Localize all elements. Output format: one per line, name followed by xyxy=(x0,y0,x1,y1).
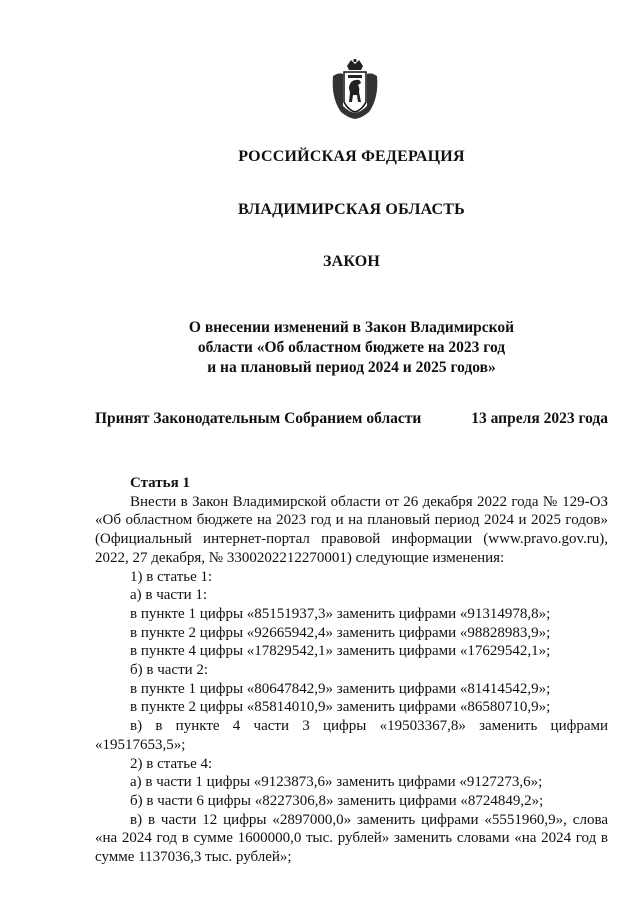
law-title xyxy=(95,318,608,378)
adoption-date: 13 апреля 2023 года xyxy=(471,410,608,427)
document-body xyxy=(95,474,608,867)
list-item: в пункте 1 цифры «80647842,9» заменить цифрами «81414542,9»; xyxy=(130,680,551,697)
country-heading: РОССИЙСКАЯ ФЕДЕРАЦИЯ xyxy=(238,148,465,165)
list-item: 2) в статье 4: xyxy=(130,755,213,772)
document-type-heading: ЗАКОН xyxy=(322,253,381,270)
article-heading: Статья 1 xyxy=(130,475,190,491)
region-heading: ВЛАДИМИРСКАЯ ОБЛАСТЬ xyxy=(238,201,465,218)
coat-of-arms-icon xyxy=(327,58,383,120)
list-item: в пункте 4 цифры «17829542,1» заменить цифрами «17629542,1»; xyxy=(130,643,551,660)
list-item: в пункте 2 цифры «85814010,9» заменить цифрами «86580710,9»; xyxy=(130,699,551,716)
law-title-line: области «Об областном бюджете на 2023 год xyxy=(197,339,506,356)
list-item: в пункте 1 цифры «85151937,3» заменить цифрами «91314978,8»; xyxy=(130,605,551,622)
list-item: в) в пункте 4 части 3 цифры «19503367,8» заменить цифрами «19517653,5»; xyxy=(95,718,608,753)
article-intro: Внести в Закон Владимирской области от 26 декабря 2022 года № 129-ОЗ «Об областном бюджете на 2023 год и на плановый период 2024 и 2025 годов» (Официальный интернет-портал правовой информации (www.pravo.gov.ru), 2022, 27 декабря, № 3300202212270001) следующие изменения: xyxy=(95,493,608,566)
list-item: 1) в статье 1: xyxy=(130,568,213,585)
law-title-line: и на плановый период 2024 и 2025 годов» xyxy=(207,359,496,376)
list-item: а) в части 1: xyxy=(130,587,208,604)
list-item: б) в части 2: xyxy=(130,662,209,679)
list-item: в пункте 2 цифры «92665942,4» заменить цифрами «98828983,9»; xyxy=(130,624,551,641)
adoption-line xyxy=(95,410,608,428)
adopted-by-text: Принят Законодательным Собранием области xyxy=(95,410,422,427)
list-item: б) в части 6 цифры «8227306,8» заменить цифрами «8724849,2»; xyxy=(130,792,544,809)
law-title-line: О внесении изменений в Закон Владимирской xyxy=(188,319,515,336)
list-item: а) в части 1 цифры «9123873,6» заменить цифрами «9127273,6»; xyxy=(130,774,543,791)
list-item: в) в части 12 цифры «2897000,0» заменить цифрами «5551960,9», слова «на 2024 год в сумме 1600000,0 тыс. рублей» заменить словами «на 2024 год в сумме 1137036,3 тыс. рублей»; xyxy=(95,811,608,866)
